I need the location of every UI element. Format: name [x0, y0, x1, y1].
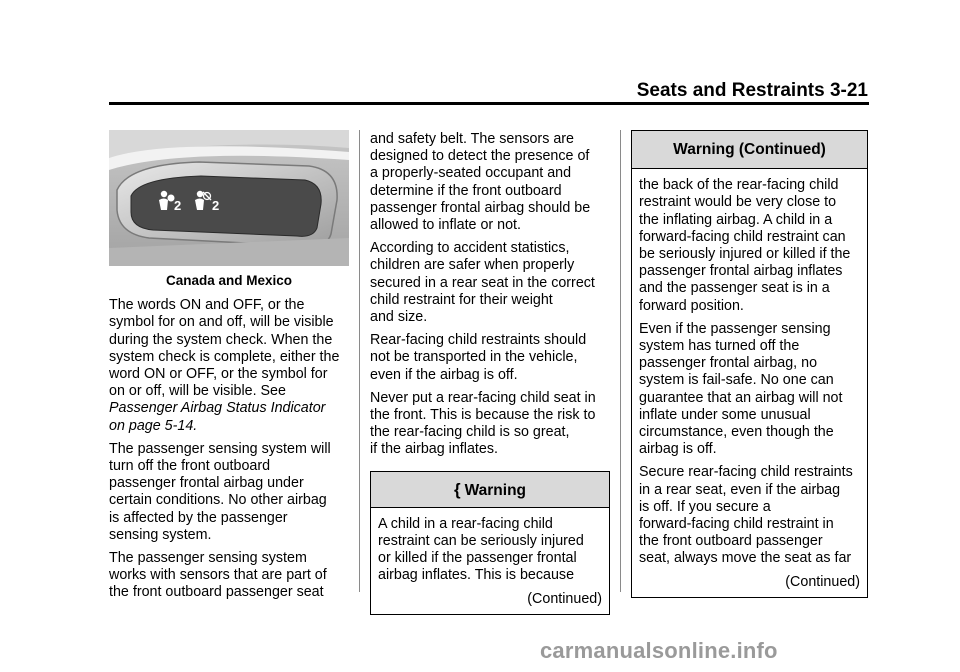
text-line: guarantee that an airbag will not — [639, 389, 843, 406]
continued-label: (Continued) — [785, 573, 860, 590]
text-line: Never put a rear-facing child seat in — [370, 389, 596, 406]
text-line: restraint would be very close to — [639, 194, 837, 211]
airbag-on-digit: 2 — [174, 198, 182, 213]
text-line: turn off the front outboard — [109, 458, 271, 475]
text-line: determine if the front outboard — [370, 182, 562, 199]
text-line: seat, always move the seat as far — [639, 550, 852, 567]
text-line: symbol for on and off, will be visible — [109, 314, 334, 331]
paragraph — [370, 240, 610, 326]
text-line: forward-facing child restraint can — [639, 228, 846, 245]
header-rule — [109, 102, 869, 105]
paragraph — [370, 131, 610, 234]
text-line: the front outboard passenger — [639, 533, 823, 550]
text-line: allowed to inflate or not. — [370, 217, 522, 234]
text-line: a properly-seated occupant and — [370, 165, 572, 182]
text-line: According to accident statistics, — [370, 240, 570, 257]
text-line: Even if the passenger sensing — [639, 320, 831, 337]
text-line: The passenger sensing system — [109, 550, 307, 567]
column-divider — [620, 130, 621, 592]
text-line: the front outboard passenger seat — [109, 584, 324, 601]
text-line: certain conditions. No other airbag — [109, 492, 327, 509]
column-3 — [631, 130, 868, 598]
paragraph — [378, 516, 602, 585]
text-line: Secure rear-facing child restraints — [639, 464, 853, 481]
text-line: and size. — [370, 309, 428, 326]
warning-box — [370, 471, 610, 615]
text-line: A child in a rear-facing child — [378, 515, 553, 532]
airbag-off-digit: 2 — [212, 198, 220, 213]
text-line: forward-facing child restraint in — [639, 516, 834, 533]
text-line: system is fail-safe. No one can — [639, 372, 834, 389]
paragraph — [639, 321, 860, 459]
text-line: word ON or OFF, or the symbol for — [109, 366, 328, 383]
text-line: even if the airbag is off. — [370, 366, 518, 383]
text-line: Rear-facing child restraints should — [370, 332, 587, 349]
warning-title: Warning — [464, 481, 527, 499]
airbag-indicator-illustration — [109, 130, 349, 266]
text-line: secured in a rear seat in the correct — [370, 274, 595, 291]
text-line: passenger frontal airbag under — [109, 475, 304, 492]
text-line: the inflating airbag. A child in a — [639, 211, 833, 228]
page-header-title: Seats and Restraints 3-21 — [636, 80, 868, 101]
warning-continued-header: Warning (Continued) — [632, 131, 867, 169]
airbag-indicator-figure — [109, 130, 349, 266]
text-line: passenger frontal airbag should be — [370, 199, 591, 216]
text-line: restraint can be seriously injured — [378, 533, 584, 550]
text-line: child restraint for their weight — [370, 291, 553, 308]
warning-header — [371, 472, 609, 508]
text-line: and the passenger seat is in a — [639, 280, 830, 297]
text-line: the back of the rear-facing child — [639, 177, 839, 194]
paragraph — [109, 441, 349, 544]
text-line: designed to detect the presence of — [370, 148, 590, 165]
text-line: works with sensors that are part of — [109, 567, 327, 584]
warning-body — [371, 508, 609, 614]
figure-caption: Canada and Mexico — [165, 273, 293, 288]
text-line: airbag is off. — [639, 441, 717, 458]
paragraph — [109, 297, 349, 435]
text-line: passenger frontal airbag, no — [639, 355, 818, 372]
warning-continued-box — [631, 130, 868, 598]
warning-symbol-icon: { — [453, 479, 461, 499]
text-line: or killed if the passenger frontal — [378, 550, 577, 567]
text-line: the front. This is because the risk to — [370, 407, 596, 424]
text-line: is affected by the passenger — [109, 509, 288, 526]
text-line: inflate under some unusual — [639, 406, 811, 423]
text-line: airbag inflates. This is because — [378, 567, 575, 584]
text-line: in a rear seat, even if the airbag — [639, 481, 841, 498]
continued-label: (Continued) — [527, 590, 602, 607]
cross-reference-link[interactable]: Passenger Airbag Status Indicator — [109, 400, 326, 417]
text-line: system check is complete, either the — [109, 348, 340, 365]
watermark: carmanualsonline.info — [540, 638, 778, 663]
text-line: sensing system. — [109, 526, 212, 543]
text-line: passenger frontal airbag inflates — [639, 263, 843, 280]
text-line: forward position. — [639, 297, 744, 314]
text-line: on or off, will be visible. See — [109, 383, 286, 400]
airbag-off-icon — [191, 187, 223, 215]
text-line: is off. If you secure a — [639, 498, 771, 515]
column-2 — [370, 131, 610, 615]
airbag-on-icon — [155, 188, 185, 214]
warning-body — [632, 169, 867, 597]
paragraph — [370, 332, 610, 384]
paragraph — [639, 464, 860, 567]
text-line: if the airbag inflates. — [370, 441, 498, 458]
text-line: The passenger sensing system will — [109, 440, 331, 457]
paragraph — [370, 390, 610, 459]
text-line: circumstance, even though the — [639, 424, 834, 441]
paragraph — [109, 550, 349, 602]
text-line: during the system check. When the — [109, 331, 333, 348]
text-line: not be transported in the vehicle, — [370, 349, 578, 366]
text-line: and safety belt. The sensors are — [370, 131, 574, 147]
text-line: the rear-facing child is so great, — [370, 424, 570, 441]
text-line: The words ON and OFF, or the — [109, 297, 305, 314]
cross-reference-link[interactable]: on page 5-14. — [109, 417, 198, 434]
text-line: children are safer when properly — [370, 257, 575, 274]
column-divider — [359, 130, 360, 592]
column-1 — [109, 130, 349, 608]
text-line: be seriously injured or killed if the — [639, 246, 851, 263]
paragraph — [639, 177, 860, 315]
text-line: system has turned off the — [639, 338, 800, 355]
